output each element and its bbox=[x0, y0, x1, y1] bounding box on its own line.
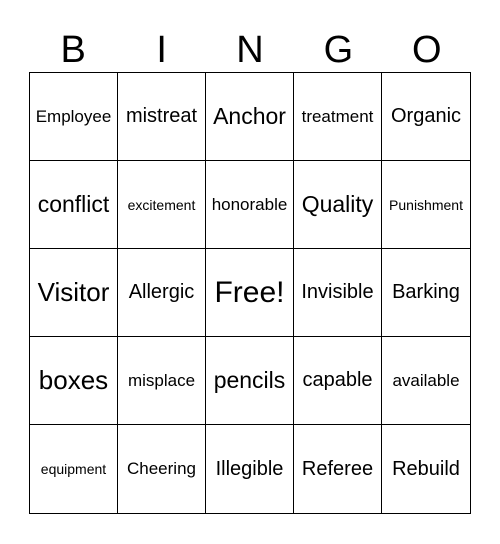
bingo-cell: Cheering bbox=[118, 425, 206, 513]
bingo-cell: pencils bbox=[206, 337, 294, 425]
bingo-cell: misplace bbox=[118, 337, 206, 425]
header-letter-o: O bbox=[412, 29, 442, 71]
header-letter-g: G bbox=[323, 29, 354, 71]
bingo-cell: capable bbox=[294, 337, 382, 425]
free-space-cell: Free! bbox=[206, 249, 294, 337]
bingo-cell: Allergic bbox=[118, 249, 206, 337]
bingo-cell: Quality bbox=[294, 161, 382, 249]
bingo-cell: Barking bbox=[382, 249, 470, 337]
header-letter-b: B bbox=[60, 29, 86, 71]
bingo-cell: Punishment bbox=[382, 161, 470, 249]
header-letter-i: I bbox=[156, 29, 167, 71]
bingo-cell: Invisible bbox=[294, 249, 382, 337]
bingo-cell: equipment bbox=[30, 425, 118, 513]
bingo-cell: honorable bbox=[206, 161, 294, 249]
bingo-header bbox=[29, 28, 471, 72]
bingo-cell: Employee bbox=[30, 73, 118, 161]
bingo-cell: conflict bbox=[30, 161, 118, 249]
bingo-cell: Referee bbox=[294, 425, 382, 513]
bingo-cell: Rebuild bbox=[392, 457, 460, 480]
bingo-cell: Anchor bbox=[206, 73, 294, 161]
bingo-cell: boxes bbox=[30, 337, 118, 425]
bingo-cell: treatment bbox=[294, 73, 382, 161]
bingo-cell: Organic bbox=[382, 73, 470, 161]
bingo-cell: Illegible bbox=[206, 425, 294, 513]
bingo-cell: excitement bbox=[118, 161, 206, 249]
bingo-cell: Visitor bbox=[30, 249, 118, 337]
bingo-board bbox=[29, 72, 471, 514]
bingo-cell: mistreat bbox=[118, 73, 206, 161]
header-letter-n: N bbox=[236, 29, 264, 71]
bingo-cell: available bbox=[382, 337, 470, 425]
